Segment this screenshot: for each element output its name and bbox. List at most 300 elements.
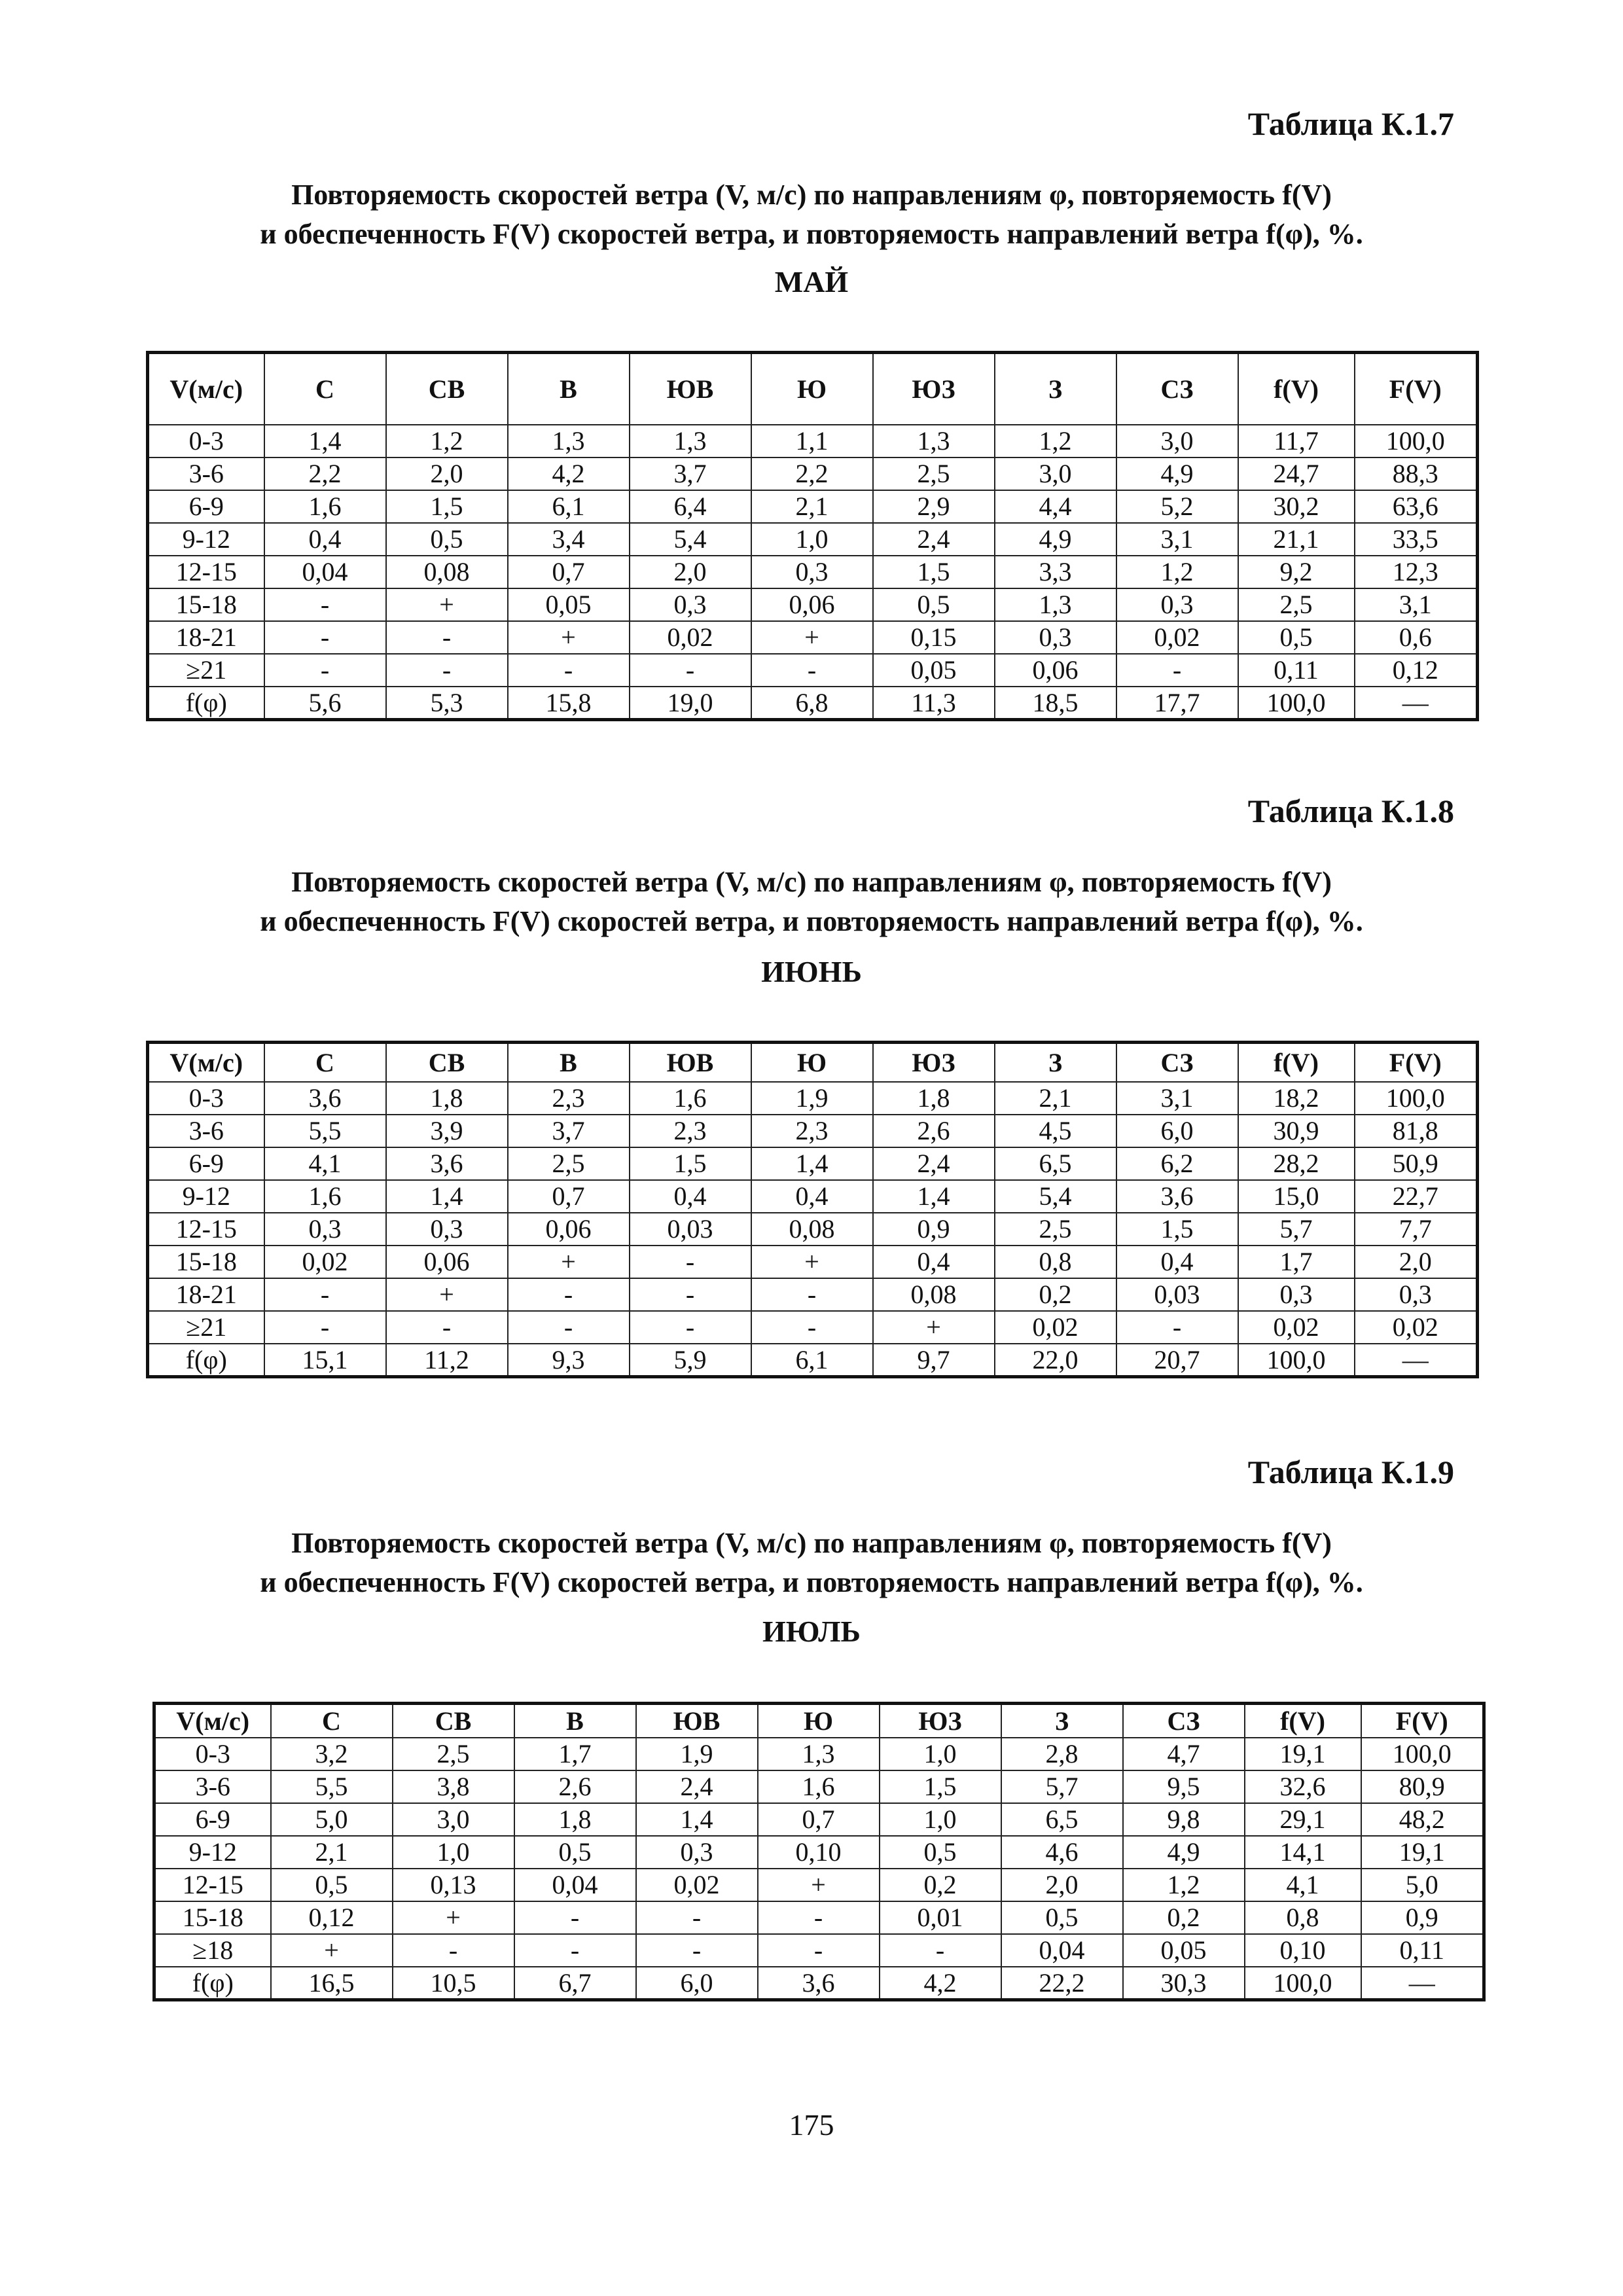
- table-cell: 5,2: [1116, 490, 1238, 523]
- table-row: [154, 1901, 1484, 1934]
- caption-line-2: и обеспеченность F(V) скоростей ветра, и повторяемость направлений ветра f(φ), %.: [260, 1566, 1363, 1598]
- table-cell: -: [751, 1311, 873, 1344]
- table-cell: 2,9: [873, 490, 995, 523]
- table-cell: 1,8: [514, 1803, 636, 1836]
- table-cell: -: [508, 1278, 630, 1311]
- table-cell: 4,7: [1123, 1738, 1245, 1770]
- table-row: [148, 1180, 1478, 1213]
- table-cell: 0,06: [995, 654, 1116, 687]
- table-cell: 5,3: [386, 687, 508, 720]
- row-label-cell: 0-3: [148, 1082, 264, 1115]
- table-cell: 0,3: [1238, 1278, 1355, 1311]
- table-cell: 0,2: [1123, 1901, 1245, 1934]
- table-cell: 1,7: [514, 1738, 636, 1770]
- table-caption: [0, 863, 1623, 941]
- row-label-cell: 9-12: [154, 1836, 271, 1869]
- table-row: [148, 1311, 1478, 1344]
- table-row: [148, 523, 1478, 556]
- table-cell: 1,3: [630, 425, 751, 457]
- table-cell: 4,5: [995, 1115, 1116, 1147]
- table-cell: +: [271, 1934, 393, 1967]
- column-header: f(V): [1238, 1043, 1355, 1082]
- table-cell: 0,3: [630, 588, 751, 621]
- table-cell: 4,1: [1245, 1869, 1361, 1901]
- table-cell: 1,2: [386, 425, 508, 457]
- table-cell: +: [386, 588, 508, 621]
- table-caption: [0, 1524, 1623, 1602]
- column-header: ЮЗ: [873, 1043, 995, 1082]
- table-cell: 1,2: [1123, 1869, 1245, 1901]
- table-cell: 1,4: [873, 1180, 995, 1213]
- table-label: Таблица К.1.8: [1247, 793, 1454, 829]
- table-cell: -: [514, 1934, 636, 1967]
- column-header: ЮВ: [630, 1043, 751, 1082]
- caption-line-2: и обеспеченность F(V) скоростей ветра, и повторяемость направлений ветра f(φ), %.: [260, 905, 1363, 937]
- table-cell: 22,2: [1001, 1967, 1123, 2000]
- table-cell: +: [751, 1246, 873, 1278]
- table-cell: -: [508, 654, 630, 687]
- table-cell: 2,4: [873, 523, 995, 556]
- table-cell: 5,4: [995, 1180, 1116, 1213]
- table-cell: 0,02: [636, 1869, 758, 1901]
- table-cell: 6,5: [1001, 1803, 1123, 1836]
- table-cell: 1,5: [386, 490, 508, 523]
- table-row: [148, 588, 1478, 621]
- table-cell: 1,5: [630, 1147, 751, 1180]
- table-row: [154, 1803, 1484, 1836]
- table-cell: 6,4: [630, 490, 751, 523]
- column-header: ЮВ: [630, 353, 751, 425]
- column-header: С: [264, 353, 386, 425]
- table-cell: 0,10: [758, 1836, 880, 1869]
- table-cell: 1,3: [995, 588, 1116, 621]
- row-label-cell: 18-21: [148, 1278, 264, 1311]
- table-cell: 7,7: [1355, 1213, 1478, 1246]
- table-cell: 9,7: [873, 1344, 995, 1377]
- table-cell: 2,2: [751, 457, 873, 490]
- table-cell: -: [630, 654, 751, 687]
- table-cell: 0,13: [393, 1869, 514, 1901]
- table-cell: 1,3: [508, 425, 630, 457]
- table-cell: -: [636, 1934, 758, 1967]
- table-cell: 6,8: [751, 687, 873, 720]
- column-header: V(м/с): [148, 353, 264, 425]
- column-header: С: [264, 1043, 386, 1082]
- table-cell: +: [393, 1901, 514, 1934]
- table-row: [148, 621, 1478, 654]
- table-cell: 0,11: [1238, 654, 1355, 687]
- table-cell: 1,6: [630, 1082, 751, 1115]
- column-header: ЮЗ: [873, 353, 995, 425]
- column-header: V(м/с): [154, 1704, 271, 1738]
- table-cell: 0,3: [751, 556, 873, 588]
- table-cell: 2,4: [636, 1770, 758, 1803]
- table-cell: 28,2: [1238, 1147, 1355, 1180]
- column-header: В: [508, 353, 630, 425]
- table-row: [148, 490, 1478, 523]
- table-cell: -: [758, 1934, 880, 1967]
- table-cell: 2,0: [1001, 1869, 1123, 1901]
- table-cell: +: [751, 621, 873, 654]
- table-cell: 3,6: [758, 1967, 880, 2000]
- table-cell: 4,6: [1001, 1836, 1123, 1869]
- table-cell: 2,0: [630, 556, 751, 588]
- table-row: [154, 1967, 1484, 2000]
- table-cell: 0,02: [264, 1246, 386, 1278]
- table-cell: 18,2: [1238, 1082, 1355, 1115]
- column-header: З: [1001, 1704, 1123, 1738]
- row-label-cell: 18-21: [148, 621, 264, 654]
- column-header: ЮВ: [636, 1704, 758, 1738]
- table-cell: 2,6: [514, 1770, 636, 1803]
- table-cell: 6,7: [514, 1967, 636, 2000]
- column-header: С: [271, 1704, 393, 1738]
- table-cell: 0,05: [508, 588, 630, 621]
- table-cell: 17,7: [1116, 687, 1238, 720]
- table-cell: 1,5: [873, 556, 995, 588]
- column-header: СВ: [386, 353, 508, 425]
- table-cell: 0,6: [1355, 621, 1478, 654]
- table-cell: 1,1: [751, 425, 873, 457]
- column-header: f(V): [1238, 353, 1355, 425]
- table-cell: 1,5: [880, 1770, 1001, 1803]
- row-label-cell: 3-6: [148, 457, 264, 490]
- table-cell: 0,4: [630, 1180, 751, 1213]
- column-header: З: [995, 1043, 1116, 1082]
- table-cell: 0,02: [1238, 1311, 1355, 1344]
- table-cell: 3,6: [1116, 1180, 1238, 1213]
- table-cell: 88,3: [1355, 457, 1478, 490]
- table-cell: 80,9: [1361, 1770, 1484, 1803]
- table-cell: -: [1116, 1311, 1238, 1344]
- table-row: [148, 457, 1478, 490]
- table-cell: 0,08: [751, 1213, 873, 1246]
- table-cell: -: [508, 1311, 630, 1344]
- row-label-cell: 6-9: [154, 1803, 271, 1836]
- table-cell: 0,3: [386, 1213, 508, 1246]
- table-cell: 0,9: [1361, 1901, 1484, 1934]
- table-row: [154, 1770, 1484, 1803]
- table-row: [148, 1344, 1478, 1377]
- table-cell: 24,7: [1238, 457, 1355, 490]
- table-cell: 22,0: [995, 1344, 1116, 1377]
- table-cell: 2,3: [508, 1082, 630, 1115]
- column-header: СЗ: [1116, 353, 1238, 425]
- table-cell: +: [508, 621, 630, 654]
- table-cell: 0,5: [386, 523, 508, 556]
- table-cell: 4,4: [995, 490, 1116, 523]
- table-cell: 0,08: [386, 556, 508, 588]
- table-cell: -: [630, 1246, 751, 1278]
- table-cell: 1,6: [264, 1180, 386, 1213]
- table-row: [148, 425, 1478, 457]
- table-row: [154, 1836, 1484, 1869]
- caption-line-2: и обеспеченность F(V) скоростей ветра, и повторяемость направлений ветра f(φ), %.: [260, 218, 1363, 250]
- column-header: СВ: [393, 1704, 514, 1738]
- row-label-cell: f(φ): [148, 687, 264, 720]
- table-cell: 100,0: [1238, 1344, 1355, 1377]
- row-label-cell: ≥18: [154, 1934, 271, 1967]
- table-cell: 30,2: [1238, 490, 1355, 523]
- row-label-cell: 0-3: [148, 425, 264, 457]
- table-cell: 19,1: [1361, 1836, 1484, 1869]
- table-cell: 1,6: [264, 490, 386, 523]
- table-cell: 5,6: [264, 687, 386, 720]
- column-header: ЮЗ: [880, 1704, 1001, 1738]
- column-header: СЗ: [1116, 1043, 1238, 1082]
- table-label: Таблица К.1.9: [1247, 1454, 1454, 1490]
- column-header: F(V): [1355, 353, 1478, 425]
- table-cell: -: [630, 1278, 751, 1311]
- table-row: [154, 1738, 1484, 1770]
- table-cell: 4,9: [1123, 1836, 1245, 1869]
- table-cell: 0,08: [873, 1278, 995, 1311]
- table-cell: 11,2: [386, 1344, 508, 1377]
- row-label-cell: 15-18: [154, 1901, 271, 1934]
- table-cell: -: [880, 1934, 1001, 1967]
- row-label-cell: 6-9: [148, 490, 264, 523]
- table-cell: 4,9: [995, 523, 1116, 556]
- table-cell: 0,7: [758, 1803, 880, 1836]
- table-cell: -: [1116, 654, 1238, 687]
- table-row: [148, 1115, 1478, 1147]
- table-row: [148, 1082, 1478, 1115]
- table-cell: 2,5: [873, 457, 995, 490]
- row-label-cell: 9-12: [148, 1180, 264, 1213]
- table-cell: 1,9: [751, 1082, 873, 1115]
- table-cell: 0,04: [514, 1869, 636, 1901]
- table-row: [154, 1934, 1484, 1967]
- table-cell: 3,8: [393, 1770, 514, 1803]
- table-cell: 2,5: [393, 1738, 514, 1770]
- column-header: Ю: [751, 1043, 873, 1082]
- table-cell: 19,0: [630, 687, 751, 720]
- table-cell: -: [264, 621, 386, 654]
- table-cell: 6,0: [636, 1967, 758, 2000]
- table-cell: 1,0: [880, 1803, 1001, 1836]
- table-cell: 0,11: [1361, 1934, 1484, 1967]
- row-label-cell: ≥21: [148, 1311, 264, 1344]
- table-cell: 0,8: [995, 1246, 1116, 1278]
- row-label-cell: 12-15: [154, 1869, 271, 1901]
- table-cell: 3,3: [995, 556, 1116, 588]
- table-cell: 2,1: [995, 1082, 1116, 1115]
- table-cell: 3,1: [1116, 523, 1238, 556]
- table-cell: 2,1: [751, 490, 873, 523]
- column-header: З: [995, 353, 1116, 425]
- table-cell: —: [1355, 1344, 1478, 1377]
- table-cell: 9,8: [1123, 1803, 1245, 1836]
- table-cell: -: [386, 654, 508, 687]
- table-row: [148, 1213, 1478, 1246]
- row-label-cell: ≥21: [148, 654, 264, 687]
- table-cell: 3,2: [271, 1738, 393, 1770]
- table-cell: 1,3: [873, 425, 995, 457]
- table-cell: 1,0: [751, 523, 873, 556]
- table-cell: 21,1: [1238, 523, 1355, 556]
- table-cell: 12,3: [1355, 556, 1478, 588]
- page-number: 175: [789, 2108, 834, 2142]
- table-cell: 100,0: [1361, 1738, 1484, 1770]
- table-cell: 30,9: [1238, 1115, 1355, 1147]
- table-cell: 63,6: [1355, 490, 1478, 523]
- row-label-cell: 12-15: [148, 556, 264, 588]
- table-cell: 30,3: [1123, 1967, 1245, 2000]
- table-cell: 1,8: [386, 1082, 508, 1115]
- table-label: Таблица К.1.7: [1247, 105, 1454, 142]
- table-cell: 0,5: [271, 1869, 393, 1901]
- table-cell: 33,5: [1355, 523, 1478, 556]
- table-cell: 48,2: [1361, 1803, 1484, 1836]
- table-cell: 0,3: [1355, 1278, 1478, 1311]
- table-cell: +: [758, 1869, 880, 1901]
- table-cell: -: [630, 1311, 751, 1344]
- row-label-cell: 15-18: [148, 588, 264, 621]
- column-header: F(V): [1361, 1704, 1484, 1738]
- table-cell: 3,0: [995, 457, 1116, 490]
- table-cell: 2,2: [264, 457, 386, 490]
- table-cell: 4,9: [1116, 457, 1238, 490]
- table-cell: 0,4: [264, 523, 386, 556]
- table-cell: 0,7: [508, 1180, 630, 1213]
- column-header: В: [514, 1704, 636, 1738]
- table-cell: 0,04: [264, 556, 386, 588]
- table-cell: 0,02: [1116, 621, 1238, 654]
- table-cell: 0,3: [995, 621, 1116, 654]
- table-cell: 5,0: [271, 1803, 393, 1836]
- table-cell: 100,0: [1238, 687, 1355, 720]
- table-cell: 20,7: [1116, 1344, 1238, 1377]
- table-cell: 1,2: [995, 425, 1116, 457]
- column-header: В: [508, 1043, 630, 1082]
- table-header-row: [154, 1704, 1484, 1738]
- table-cell: 50,9: [1355, 1147, 1478, 1180]
- table-cell: -: [758, 1901, 880, 1934]
- table-cell: 0,02: [630, 621, 751, 654]
- table-cell: 15,1: [264, 1344, 386, 1377]
- table-cell: 3,6: [386, 1147, 508, 1180]
- table-row: [148, 1278, 1478, 1311]
- table-row: [148, 556, 1478, 588]
- table-cell: +: [508, 1246, 630, 1278]
- month-title: МАЙ: [774, 265, 849, 298]
- column-header: Ю: [758, 1704, 880, 1738]
- table-cell: 2,5: [995, 1213, 1116, 1246]
- table-cell: 0,7: [508, 556, 630, 588]
- table-cell: 1,2: [1116, 556, 1238, 588]
- table-cell: 2,6: [873, 1115, 995, 1147]
- table-cell: 1,4: [386, 1180, 508, 1213]
- table-cell: 3,0: [393, 1803, 514, 1836]
- table-cell: +: [386, 1278, 508, 1311]
- table-cell: 2,1: [271, 1836, 393, 1869]
- table-cell: 0,05: [1123, 1934, 1245, 1967]
- table-cell: 10,5: [393, 1967, 514, 2000]
- table-cell: 1,4: [636, 1803, 758, 1836]
- wind-table-may: [146, 351, 1479, 721]
- table-cell: 5,5: [264, 1115, 386, 1147]
- table-cell: 4,1: [264, 1147, 386, 1180]
- table-cell: 0,15: [873, 621, 995, 654]
- table-cell: 1,4: [751, 1147, 873, 1180]
- caption-line-1: Повторяемость скоростей ветра (V, м/с) по направлениям φ, повторяемость f(V): [291, 866, 1332, 898]
- table-cell: 0,05: [873, 654, 995, 687]
- table-cell: 0,12: [1355, 654, 1478, 687]
- table-cell: 3,6: [264, 1082, 386, 1115]
- table-cell: -: [386, 621, 508, 654]
- table-cell: 9,3: [508, 1344, 630, 1377]
- table-cell: 19,1: [1245, 1738, 1361, 1770]
- row-label-cell: 12-15: [148, 1213, 264, 1246]
- row-label-cell: 3-6: [154, 1770, 271, 1803]
- table-cell: 1,5: [1116, 1213, 1238, 1246]
- table-row: [148, 687, 1478, 720]
- column-header: Ю: [751, 353, 873, 425]
- table-cell: 2,5: [508, 1147, 630, 1180]
- row-label-cell: 9-12: [148, 523, 264, 556]
- table-cell: 0,04: [1001, 1934, 1123, 1967]
- table-cell: 1,6: [758, 1770, 880, 1803]
- row-label-cell: 15-18: [148, 1246, 264, 1278]
- table-cell: 0,5: [880, 1836, 1001, 1869]
- table-cell: 0,5: [873, 588, 995, 621]
- month-title: ИЮЛЬ: [762, 1615, 861, 1648]
- table-cell: 22,7: [1355, 1180, 1478, 1213]
- table-cell: -: [636, 1901, 758, 1934]
- table-cell: 0,06: [751, 588, 873, 621]
- table-row: [148, 654, 1478, 687]
- table-cell: -: [751, 654, 873, 687]
- table-cell: 1,9: [636, 1738, 758, 1770]
- table-cell: 16,5: [271, 1967, 393, 2000]
- table-cell: 2,8: [1001, 1738, 1123, 1770]
- table-cell: -: [264, 588, 386, 621]
- table-cell: 5,5: [271, 1770, 393, 1803]
- table-cell: —: [1361, 1967, 1484, 2000]
- table-cell: 0,2: [995, 1278, 1116, 1311]
- table-cell: 0,2: [880, 1869, 1001, 1901]
- month-title: ИЮНЬ: [761, 955, 862, 988]
- table-cell: 100,0: [1355, 1082, 1478, 1115]
- table-cell: 3,7: [508, 1115, 630, 1147]
- table-cell: 6,0: [1116, 1115, 1238, 1147]
- table-cell: -: [514, 1901, 636, 1934]
- table-cell: 3,0: [1116, 425, 1238, 457]
- table-cell: 0,10: [1245, 1934, 1361, 1967]
- table-cell: 1,7: [1238, 1246, 1355, 1278]
- table-cell: 0,02: [1355, 1311, 1478, 1344]
- table-row: [154, 1869, 1484, 1901]
- table-cell: 81,8: [1355, 1115, 1478, 1147]
- table-cell: 18,5: [995, 687, 1116, 720]
- table-cell: 1,3: [758, 1738, 880, 1770]
- caption-line-1: Повторяемость скоростей ветра (V, м/с) по направлениям φ, повторяемость f(V): [291, 1527, 1332, 1559]
- table-cell: 2,3: [751, 1115, 873, 1147]
- table-cell: 0,3: [636, 1836, 758, 1869]
- table-cell: 100,0: [1355, 425, 1478, 457]
- row-label-cell: 3-6: [148, 1115, 264, 1147]
- table-cell: 100,0: [1245, 1967, 1361, 2000]
- table-cell: 0,06: [386, 1246, 508, 1278]
- table-cell: 11,3: [873, 687, 995, 720]
- table-cell: 0,3: [264, 1213, 386, 1246]
- table-cell: 4,2: [508, 457, 630, 490]
- table-cell: -: [751, 1278, 873, 1311]
- wind-table-july: [152, 1702, 1486, 2001]
- column-header: f(V): [1245, 1704, 1361, 1738]
- table-cell: 32,6: [1245, 1770, 1361, 1803]
- table-cell: 2,4: [873, 1147, 995, 1180]
